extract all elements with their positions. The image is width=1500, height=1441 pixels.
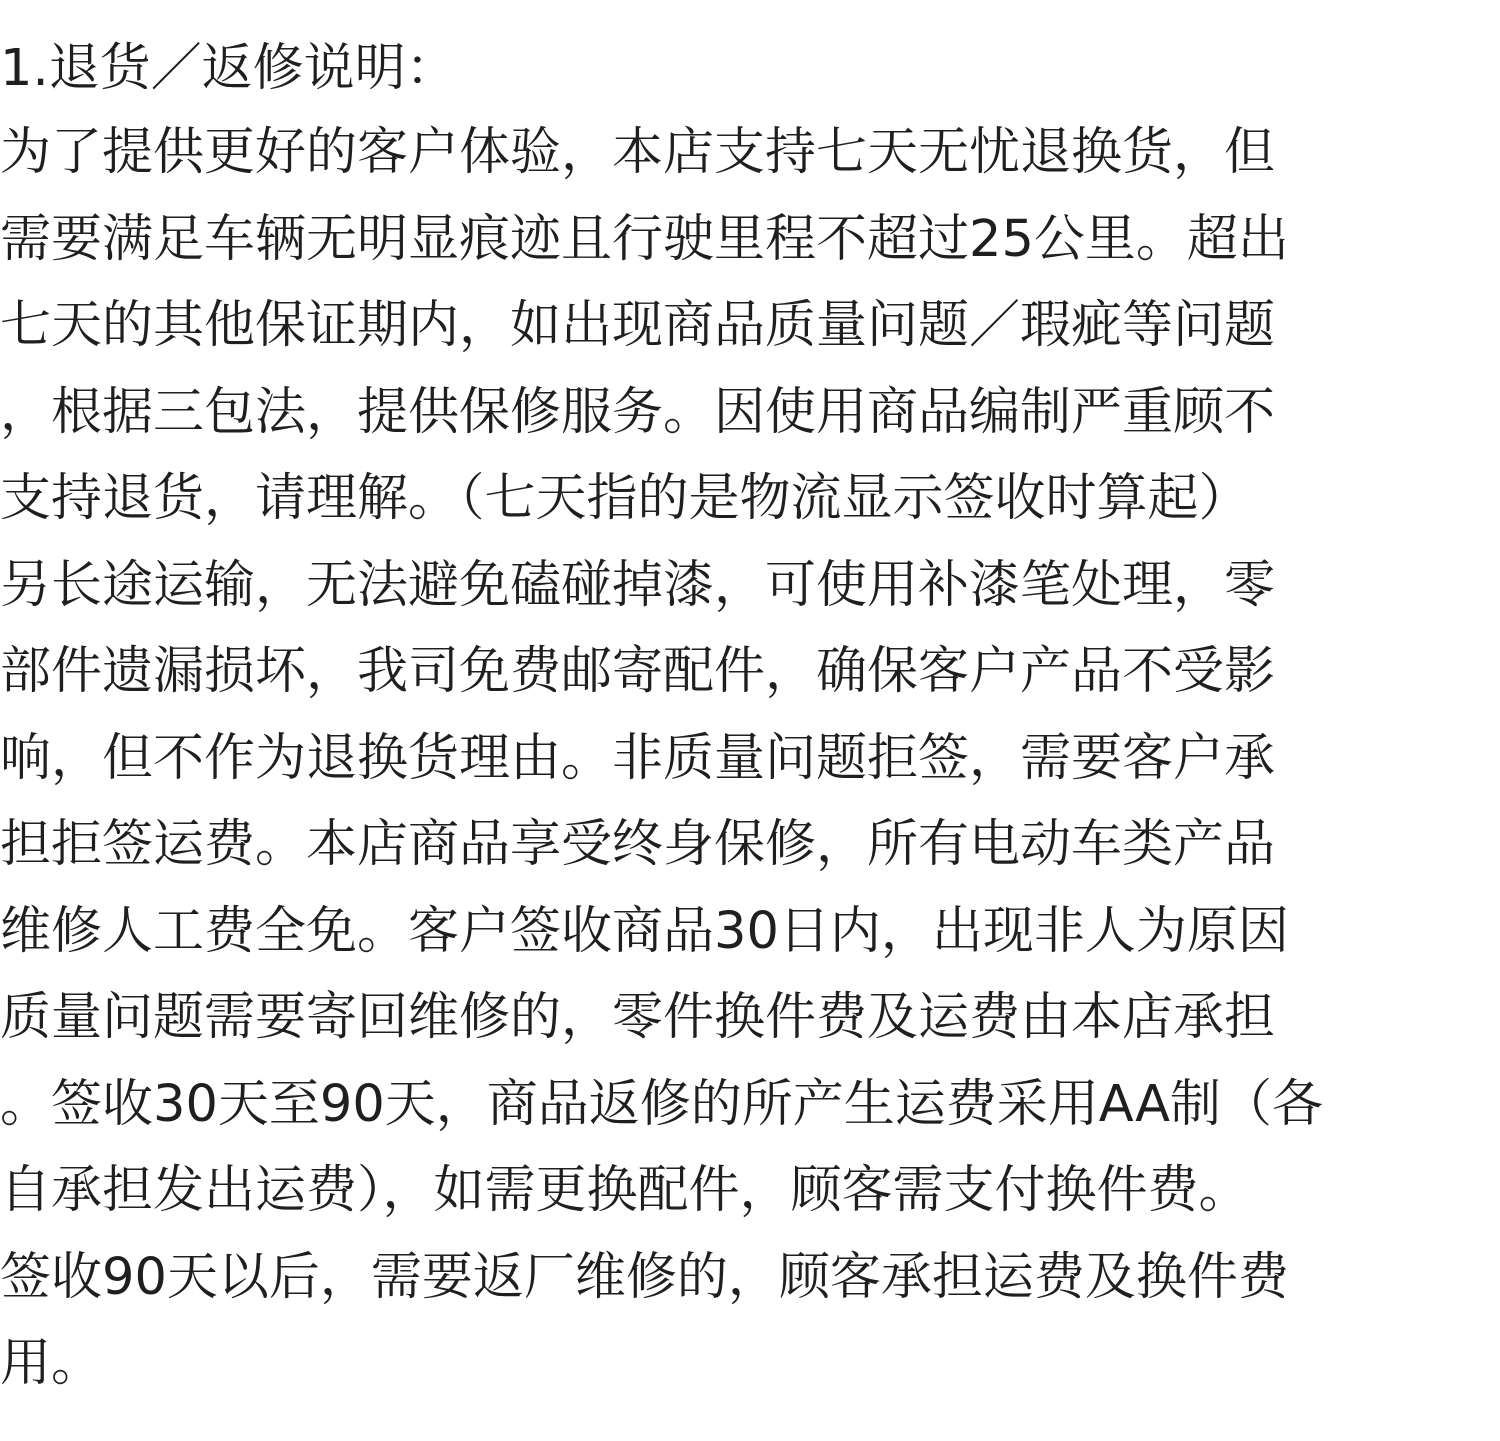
policy-line: 七天的其他保证期内，如出现商品质量问题／瑕疵等问题: [0, 296, 1276, 355]
policy-line: 担拒签运费。本店商品享受终身保修，所有电动车类产品: [0, 815, 1276, 874]
policy-line: 用。: [0, 1334, 103, 1393]
policy-line: ，根据三包法，提供保修服务。因使用商品编制严重顾不: [0, 382, 1276, 442]
return-policy-document: [0, 28, 1500, 1408]
policy-line: 响，但不作为退换货理由。非质量问题拒签，需要客户承: [0, 728, 1276, 788]
policy-line: 签收90天以后，需要返厂维修的，顾客承担运费及换件费: [0, 1247, 1289, 1307]
policy-line: 另长途运输，无法避免磕碰掉漆，可使用补漆笔处理，零: [0, 555, 1276, 615]
policy-line: 需要满足车辆无明显痕迹且行驶里程不超过25公里。超出: [0, 209, 1289, 269]
policy-line: 自承担发出运费），如需更换配件，顾客需支付换件费。: [0, 1161, 1250, 1220]
policy-line: 质量问题需要寄回维修的，零件换件费及运费由本店承担: [0, 988, 1276, 1047]
policy-line: 维修人工费全免。客户签收商品30日内，出现非人为原因: [0, 901, 1289, 961]
policy-line: 部件遗漏损坏，我司免费邮寄配件，确保客户产品不受影: [0, 642, 1276, 701]
policy-line: 支持退货，请理解。（七天指的是物流显示签收时算起）: [0, 469, 1250, 528]
policy-line: 为了提供更好的客户体验，本店支持七天无忧退换货，但: [0, 123, 1276, 182]
policy-heading: 1.退货／返修说明：: [0, 39, 457, 98]
policy-line: 。签收30天至90天，商品返修的所产生运费采用AA制（各: [0, 1074, 1323, 1134]
